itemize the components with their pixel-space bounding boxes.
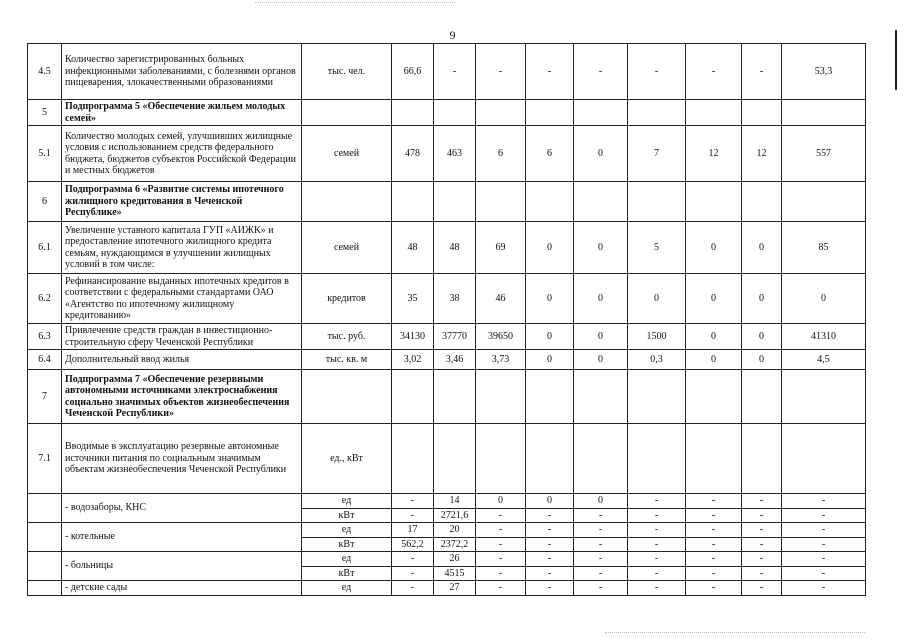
value-cell: - <box>392 494 434 509</box>
table-row <box>28 44 866 100</box>
value-cell <box>686 182 742 222</box>
value-cell: 4,5 <box>782 350 866 370</box>
value-cell: - <box>782 581 866 596</box>
row-number: 6.1 <box>28 222 62 274</box>
value-cell <box>574 100 628 126</box>
value-cell: 0 <box>742 222 782 274</box>
value-cell: 0 <box>742 274 782 324</box>
value-cell <box>686 370 742 424</box>
scan-artifact-top <box>255 2 455 4</box>
value-cell: - <box>628 508 686 523</box>
row-description: - водозаборы, КНС <box>62 494 302 523</box>
row-description: - детские сады <box>62 581 302 596</box>
value-cell <box>434 100 476 126</box>
row-number: 6.3 <box>28 324 62 350</box>
value-cell: 17 <box>392 523 434 538</box>
value-cell: 37770 <box>434 324 476 350</box>
value-cell <box>434 182 476 222</box>
value-cell: - <box>686 44 742 100</box>
value-cell: 39650 <box>476 324 526 350</box>
row-unit: семей <box>302 126 392 182</box>
row-description: - больницы <box>62 552 302 581</box>
value-cell <box>476 424 526 494</box>
value-cell: 2372,2 <box>434 537 476 552</box>
value-cell: - <box>782 537 866 552</box>
row-unit: кредитов <box>302 274 392 324</box>
value-cell: 0 <box>574 274 628 324</box>
value-cell: - <box>526 566 574 581</box>
value-cell: 562,2 <box>392 537 434 552</box>
value-cell: - <box>782 552 866 567</box>
value-cell: 0 <box>476 494 526 509</box>
value-cell: - <box>742 537 782 552</box>
value-cell <box>782 100 866 126</box>
value-cell <box>434 370 476 424</box>
value-cell: - <box>574 523 628 538</box>
value-cell: 20 <box>434 523 476 538</box>
row-description: Подпрограмма 5 «Обеспечение жильем молодых семей» <box>62 100 302 126</box>
value-cell: - <box>392 566 434 581</box>
value-cell: 66,6 <box>392 44 434 100</box>
value-cell: 0 <box>782 274 866 324</box>
value-cell: - <box>526 523 574 538</box>
value-cell <box>392 182 434 222</box>
value-cell: - <box>742 523 782 538</box>
value-cell <box>686 100 742 126</box>
value-cell: - <box>476 508 526 523</box>
value-cell: - <box>526 44 574 100</box>
scan-artifact-bottom <box>605 632 865 634</box>
page-number: 9 <box>449 28 456 42</box>
row-unit: кВт <box>302 508 392 523</box>
value-cell <box>476 100 526 126</box>
value-cell: - <box>686 508 742 523</box>
value-cell <box>628 182 686 222</box>
value-cell: 0 <box>686 222 742 274</box>
value-cell: 3,02 <box>392 350 434 370</box>
value-cell: 38 <box>434 274 476 324</box>
value-cell <box>686 424 742 494</box>
value-cell: 6 <box>526 126 574 182</box>
value-cell: - <box>742 552 782 567</box>
table-body <box>28 44 866 596</box>
table-row <box>28 581 866 596</box>
value-cell: - <box>574 552 628 567</box>
row-unit: ед <box>302 552 392 567</box>
value-cell: 12 <box>686 126 742 182</box>
value-cell: 0 <box>574 350 628 370</box>
value-cell: - <box>742 566 782 581</box>
value-cell: - <box>476 552 526 567</box>
value-cell: 53,3 <box>782 44 866 100</box>
value-cell <box>742 424 782 494</box>
scan-edge-rule <box>895 30 897 90</box>
value-cell: - <box>628 523 686 538</box>
value-cell: 0 <box>574 324 628 350</box>
table-row <box>28 100 866 126</box>
value-cell <box>628 424 686 494</box>
value-cell <box>476 182 526 222</box>
row-number <box>28 552 62 581</box>
row-description: Подпрограмма 6 «Развитие системы ипотечного жилищного кредитования в Чеченской Республике» <box>62 182 302 222</box>
row-number: 5 <box>28 100 62 126</box>
value-cell <box>628 100 686 126</box>
value-cell: 0 <box>686 350 742 370</box>
value-cell: 3,46 <box>434 350 476 370</box>
value-cell <box>526 424 574 494</box>
table-row <box>28 552 866 567</box>
value-cell: - <box>476 537 526 552</box>
table-row <box>28 274 866 324</box>
value-cell <box>392 370 434 424</box>
value-cell <box>434 424 476 494</box>
row-number: 5.1 <box>28 126 62 182</box>
value-cell: - <box>574 581 628 596</box>
value-cell: - <box>526 552 574 567</box>
value-cell: 478 <box>392 126 434 182</box>
row-number: 6.4 <box>28 350 62 370</box>
value-cell <box>742 182 782 222</box>
value-cell: - <box>686 523 742 538</box>
table-row <box>28 424 866 494</box>
value-cell: 41310 <box>782 324 866 350</box>
value-cell <box>782 182 866 222</box>
value-cell <box>742 370 782 424</box>
table-row <box>28 523 866 538</box>
value-cell: 0 <box>526 350 574 370</box>
value-cell <box>526 182 574 222</box>
value-cell: - <box>686 552 742 567</box>
row-description: Вводимые в эксплуатацию резервные автономные источники питания по социальным значимым объектам жизнеобеспечения Чеченской Республики <box>62 424 302 494</box>
value-cell: - <box>574 537 628 552</box>
row-unit: кВт <box>302 537 392 552</box>
value-cell: - <box>782 566 866 581</box>
value-cell: 6 <box>476 126 526 182</box>
value-cell <box>476 370 526 424</box>
value-cell: - <box>782 508 866 523</box>
table-row <box>28 350 866 370</box>
row-unit: ед <box>302 581 392 596</box>
value-cell <box>574 370 628 424</box>
value-cell: - <box>742 494 782 509</box>
value-cell <box>782 424 866 494</box>
value-cell <box>392 424 434 494</box>
value-cell <box>628 370 686 424</box>
row-description: - котельные <box>62 523 302 552</box>
value-cell: - <box>476 566 526 581</box>
value-cell: 48 <box>392 222 434 274</box>
value-cell: - <box>476 581 526 596</box>
value-cell: 0,3 <box>628 350 686 370</box>
row-unit: кВт <box>302 566 392 581</box>
row-unit: ед <box>302 494 392 509</box>
value-cell: 0 <box>686 274 742 324</box>
row-description: Дополнительный ввод жилья <box>62 350 302 370</box>
value-cell: 48 <box>434 222 476 274</box>
value-cell: 1500 <box>628 324 686 350</box>
value-cell: - <box>574 508 628 523</box>
row-number <box>28 581 62 596</box>
value-cell: - <box>526 581 574 596</box>
value-cell: - <box>476 44 526 100</box>
value-cell: 2721,6 <box>434 508 476 523</box>
row-unit: тыс. кв. м <box>302 350 392 370</box>
value-cell: - <box>782 523 866 538</box>
value-cell: 12 <box>742 126 782 182</box>
row-description: Увеличение уставного капитала ГУП «АИЖК» и предоставление ипотечного жилищного кредита семьям, нуждающимся в улучшении жилищных условий в том числе: <box>62 222 302 274</box>
value-cell: - <box>434 44 476 100</box>
value-cell: 0 <box>526 274 574 324</box>
value-cell: - <box>628 44 686 100</box>
value-cell: 463 <box>434 126 476 182</box>
row-number: 6.2 <box>28 274 62 324</box>
value-cell: 26 <box>434 552 476 567</box>
row-number: 6 <box>28 182 62 222</box>
value-cell <box>392 100 434 126</box>
value-cell: 4515 <box>434 566 476 581</box>
value-cell: 557 <box>782 126 866 182</box>
value-cell: 34130 <box>392 324 434 350</box>
row-description: Подпрограмма 7 «Обеспечение резервными автономными источниками электроснабжения социально значимых объектов жизнеобеспечения Чеченской Республики» <box>62 370 302 424</box>
value-cell: - <box>686 537 742 552</box>
row-unit <box>302 100 392 126</box>
value-cell: - <box>628 494 686 509</box>
row-number: 7 <box>28 370 62 424</box>
value-cell: - <box>742 581 782 596</box>
value-cell: - <box>686 581 742 596</box>
row-unit <box>302 182 392 222</box>
row-description: Количество зарегистрированных больных инфекционными заболеваниями, с болезнями органов пищеварения, злокачественными образованиями <box>62 44 302 100</box>
value-cell: 0 <box>526 324 574 350</box>
value-cell: 0 <box>686 324 742 350</box>
value-cell: 0 <box>526 222 574 274</box>
row-unit: ед <box>302 523 392 538</box>
value-cell: - <box>628 537 686 552</box>
value-cell: 14 <box>434 494 476 509</box>
value-cell: 0 <box>574 126 628 182</box>
value-cell: 0 <box>526 494 574 509</box>
row-description: Количество молодых семей, улучшивших жилищные условия с использованием средств федерального бюджета, бюджетов субъектов Российской Федерации и местных бюджетов <box>62 126 302 182</box>
value-cell: - <box>526 508 574 523</box>
value-cell <box>742 100 782 126</box>
table-row <box>28 126 866 182</box>
value-cell: - <box>574 566 628 581</box>
value-cell <box>526 100 574 126</box>
row-description: Привлечение средств граждан в инвестиционно-строительную сферу Чеченской Республики <box>62 324 302 350</box>
value-cell: 3,73 <box>476 350 526 370</box>
row-number <box>28 523 62 552</box>
value-cell: - <box>628 581 686 596</box>
table-row <box>28 222 866 274</box>
row-description: Рефинансирование выданных ипотечных кредитов в соответствии с федеральными стандартами ОАО «Агентство по ипотечному жилищному кредитованию» <box>62 274 302 324</box>
value-cell: 85 <box>782 222 866 274</box>
value-cell: - <box>628 566 686 581</box>
value-cell <box>526 370 574 424</box>
value-cell: - <box>742 508 782 523</box>
value-cell <box>782 370 866 424</box>
table-row <box>28 494 866 509</box>
value-cell: 0 <box>742 350 782 370</box>
value-cell: 69 <box>476 222 526 274</box>
value-cell <box>574 424 628 494</box>
value-cell: 5 <box>628 222 686 274</box>
value-cell: - <box>392 552 434 567</box>
value-cell: 0 <box>574 222 628 274</box>
row-unit <box>302 370 392 424</box>
value-cell: - <box>742 44 782 100</box>
row-unit: тыс. чел. <box>302 44 392 100</box>
value-cell: - <box>686 494 742 509</box>
value-cell: 7 <box>628 126 686 182</box>
value-cell: - <box>392 508 434 523</box>
row-number: 7.1 <box>28 424 62 494</box>
value-cell: - <box>392 581 434 596</box>
row-number: 4.5 <box>28 44 62 100</box>
value-cell: 0 <box>742 324 782 350</box>
table-row <box>28 370 866 424</box>
value-cell: 0 <box>628 274 686 324</box>
value-cell: - <box>526 537 574 552</box>
indicator-table <box>27 43 866 596</box>
value-cell: - <box>686 566 742 581</box>
table-row <box>28 182 866 222</box>
table-row <box>28 324 866 350</box>
value-cell: 46 <box>476 274 526 324</box>
value-cell <box>574 182 628 222</box>
value-cell: - <box>628 552 686 567</box>
value-cell: 27 <box>434 581 476 596</box>
value-cell: - <box>476 523 526 538</box>
value-cell: - <box>782 494 866 509</box>
value-cell: - <box>574 44 628 100</box>
row-unit: тыс. руб. <box>302 324 392 350</box>
row-number <box>28 494 62 523</box>
value-cell: 0 <box>574 494 628 509</box>
row-unit: семей <box>302 222 392 274</box>
value-cell: 35 <box>392 274 434 324</box>
row-unit: ед., кВт <box>302 424 392 494</box>
